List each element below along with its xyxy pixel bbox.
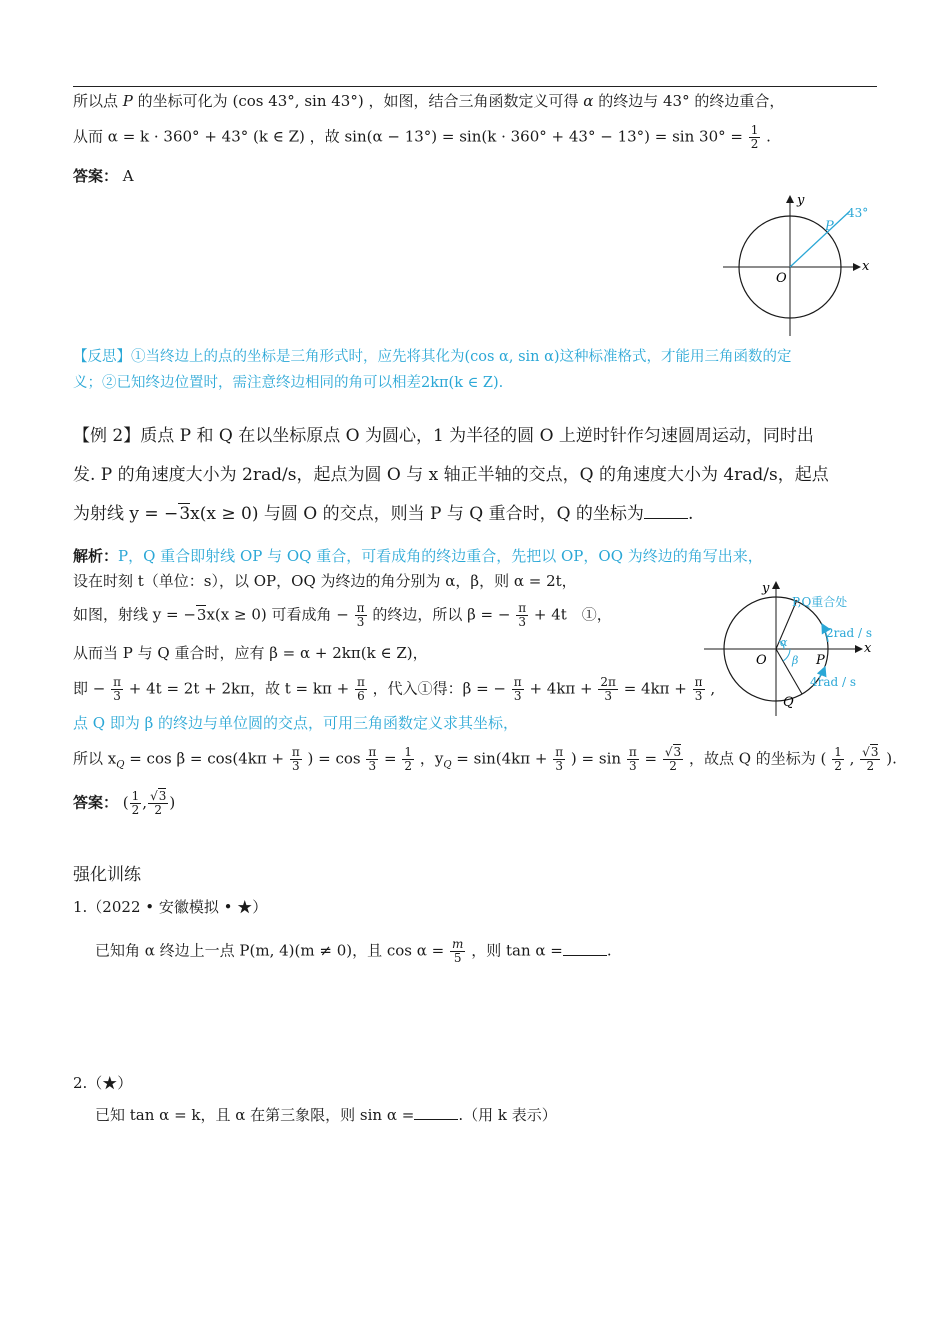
numerator: π (513, 675, 522, 689)
x-label: x (864, 641, 872, 656)
sqrt-3: 3 (673, 745, 682, 759)
text: , (142, 793, 148, 812)
text: 的终边，所以 β = − (372, 605, 511, 624)
text: 即 − (73, 679, 106, 698)
numerator: π (694, 675, 703, 689)
denominator: 3 (356, 615, 365, 629)
reflection-line2: 义；②已知终边位置时，需注意终边相同的角可以相差2kπ(k ∈ Z). (73, 375, 504, 391)
denominator: 3 (291, 759, 300, 773)
text: , (710, 679, 716, 698)
terminal-ray (790, 211, 850, 267)
numerator: π (368, 745, 377, 759)
denominator: 2 (866, 759, 875, 773)
text: 从而 (73, 127, 104, 146)
ex2-problem-line1: 【例 2】质点 P 和 Q 在以坐标原点 O 为圆心，1 为半径的圆 O 上逆时针作匀速圆周运动，同时出 (73, 426, 814, 446)
denominator: 6 (357, 689, 365, 703)
numerator: π (628, 745, 637, 759)
sqrt-3: 3 (196, 605, 207, 624)
origin-label: O (756, 653, 767, 668)
sqrt-3: 3 (870, 745, 879, 759)
ex2-analysis-line3 (73, 602, 612, 629)
answer-label: 答案： (73, 793, 119, 812)
text: x(x ≥ 0) 可看成角 − (206, 605, 349, 624)
text: . (687, 504, 694, 524)
numerator: √3 (150, 789, 167, 803)
fraction-pi-3 (366, 746, 378, 773)
fraction-pi-3 (111, 676, 123, 703)
numerator: π (555, 745, 564, 759)
ex2-problem-line2: 发. P 的角速度大小为 2rad/s，起点为圆 O 与 x 轴正半轴的交点，Q 的角速度大小为 4rad/s，起点 (73, 465, 829, 485)
fraction-2pi-3 (598, 676, 618, 703)
denominator: 2 (834, 759, 842, 773)
ex2-analysis-line1 (73, 545, 763, 567)
ex1-line2 (73, 124, 771, 151)
alpha-label: α (780, 636, 788, 649)
text: ). (886, 749, 897, 768)
text: 所以点 (73, 92, 119, 110)
fraction-sqrt3-2 (663, 746, 683, 773)
text: 已知角 α 终边上一点 P(m, 4)(m ≠ 0)，且 cos α = (95, 941, 445, 960)
point-p: P (122, 92, 133, 110)
numerator: 1 (834, 745, 842, 759)
fraction-one-half (402, 746, 414, 773)
point-p-label: P (816, 653, 825, 668)
text: ，则 tan α = (471, 941, 563, 960)
answer-blank (414, 1105, 458, 1120)
analysis-label: 解析： (73, 547, 119, 565)
text: 已知 tan α = k，且 α 在第三象限，则 sin α = (95, 1106, 415, 1124)
text: ) (169, 793, 176, 812)
denominator: 3 (628, 759, 637, 773)
denominator: 2 (154, 803, 163, 817)
text: = 4kπ + (623, 679, 687, 698)
numerator: m (452, 937, 464, 951)
text: . (606, 941, 612, 960)
numerator: π (518, 601, 527, 615)
fraction-sqrt3-2 (860, 746, 880, 773)
coord-expr: (cos 43°, sin 43°) (232, 92, 364, 110)
ex2-analysis-line5 (73, 676, 715, 703)
denominator: 2 (669, 759, 677, 773)
answer-blank (563, 941, 607, 956)
point-q-label: Q (783, 695, 794, 710)
answer-blank (644, 504, 688, 519)
numerator: 2π (600, 675, 616, 689)
q-speed-label: 4rad / s (810, 675, 857, 689)
text: ，故 (309, 127, 340, 146)
y-label: y (797, 193, 805, 208)
analysis-hint: P，Q 重合即射线 OP 与 OQ 重合，可看成角的终边重合，先把以 OP，OQ 为终边的角写出来， (118, 547, 763, 565)
ex1-answer (73, 165, 134, 187)
unit-circle-figure-1 (718, 190, 878, 340)
p-speed-label: 2rad / s (826, 626, 873, 640)
text: ，代入①得：β = − (372, 679, 506, 698)
text: + 4t ①， (533, 605, 612, 624)
text: .（用 k 表示） (458, 1106, 557, 1124)
text: . (766, 127, 771, 146)
fraction-pi-3 (290, 746, 302, 773)
alpha-symbol: α (583, 92, 594, 110)
denominator: 2 (404, 759, 413, 773)
q2-text (95, 1104, 557, 1126)
denominator: 3 (555, 759, 564, 773)
numerator: π (356, 601, 365, 615)
text: 为射线 y = − (73, 504, 179, 524)
text: ) = sin (570, 749, 622, 768)
fraction-one-half (749, 124, 761, 151)
fraction-pi-3 (355, 602, 367, 629)
text: + 4kπ + (529, 679, 593, 698)
text: 如图，射线 y = − (73, 605, 196, 624)
ex1-line1 (73, 90, 784, 112)
text: = (384, 749, 397, 768)
text: ，故点 Q 的坐标为 ( (688, 749, 827, 768)
text: 的终边重合， (694, 92, 785, 110)
text: 的终边与 (598, 92, 659, 110)
numerator: 1 (131, 789, 140, 803)
denominator: 3 (694, 689, 703, 703)
fraction-one-half (130, 790, 142, 817)
numerator: π (356, 675, 365, 689)
pq-meet-label: P,Q重合处 (792, 595, 848, 609)
fraction-m-5 (450, 938, 465, 965)
text: ) = cos (307, 749, 361, 768)
ex2-analysis-line7 (73, 746, 897, 777)
numerator: π (113, 675, 122, 689)
point-p-label: P (825, 219, 834, 234)
text: 的坐标可化为 (137, 92, 228, 110)
denominator: 2 (750, 137, 759, 151)
denominator: 2 (131, 803, 140, 817)
numerator: √3 (862, 745, 879, 759)
x-label: x (862, 259, 870, 274)
fraction-pi-6 (355, 676, 367, 703)
numerator: 1 (404, 745, 413, 759)
denominator: 3 (113, 689, 121, 703)
ex2-analysis-line4: 从而当 P 与 Q 重合时，应有 β = α + 2kπ(k ∈ Z)， (73, 644, 428, 662)
formula: α = k · 360° + 43° (k ∈ Z) (107, 127, 305, 146)
sqrt-3: 3 (179, 504, 191, 524)
text: = sin(4kπ + (456, 749, 548, 768)
top-rule (73, 86, 877, 87)
degree-value: 43° (663, 92, 690, 110)
fraction-sqrt3-2 (148, 790, 168, 817)
text: ( (122, 793, 129, 812)
denominator: 3 (604, 689, 612, 703)
y-label: y (762, 581, 770, 596)
fraction-pi-3 (627, 746, 639, 773)
q1-number: 1.（2022 • 安徽模拟 • ★） (73, 898, 268, 916)
text: = cos β = cos(4kπ + (129, 749, 285, 768)
text: 所以 x (73, 749, 117, 768)
text: ，y (419, 749, 444, 768)
reflection-line1: 【反思】①当终边上的点的坐标是三角形式时，应先将其化为(cos α, sin α)这种标准格式，才能用三角函数的定 (73, 349, 792, 365)
text: = (644, 749, 658, 768)
calc-expr: sin(α − 13°) = sin(k · 360° + 43° − 13°) = sin 30° = (344, 127, 743, 146)
angle-label: 43° (847, 206, 869, 220)
beta-label: β (792, 654, 799, 667)
ex2-analysis-line2: 设在时刻 t（单位：s），以 OP，OQ 为终边的角分别为 α，β，则 α = 2t， (73, 572, 577, 590)
q2-number: 2.（★） (73, 1074, 133, 1092)
ex2-answer (73, 790, 175, 817)
text: ，如图，结合三角函数定义可得 (368, 92, 579, 110)
denominator: 3 (368, 759, 377, 773)
origin-label: O (776, 271, 787, 286)
numerator: √3 (664, 745, 682, 759)
beta-arc (783, 649, 790, 661)
numerator: π (291, 745, 300, 759)
denominator: 3 (518, 615, 526, 629)
text: x(x ≥ 0) 与圆 O 的交点，则当 P 与 Q 重合时，Q 的坐标为 (190, 504, 644, 524)
answer-value: A (122, 167, 134, 185)
fraction-pi-3 (512, 676, 524, 703)
subscript-q: Q (443, 759, 452, 771)
fraction-one-half (832, 746, 844, 773)
ex2-problem-line3 (73, 502, 693, 526)
subscript-q: Q (116, 759, 125, 771)
text: + 4t = 2t + 2kπ，故 t = kπ + (128, 679, 350, 698)
fraction-pi-3 (516, 602, 528, 629)
denominator: 5 (453, 951, 462, 965)
answer-label: 答案： (73, 167, 119, 185)
section-heading: 强化训练 (73, 865, 141, 885)
fraction-pi-3 (553, 746, 565, 773)
unit-circle-figure-2 (700, 578, 880, 718)
ex2-analysis-line6: 点 Q 即为 β 的终边与单位圆的交点，可用三角函数定义求其坐标， (73, 714, 519, 732)
denominator: 3 (513, 689, 522, 703)
sqrt-3: 3 (158, 789, 167, 803)
q1-text (95, 938, 612, 965)
text: , (849, 749, 855, 768)
numerator: 1 (750, 123, 759, 137)
